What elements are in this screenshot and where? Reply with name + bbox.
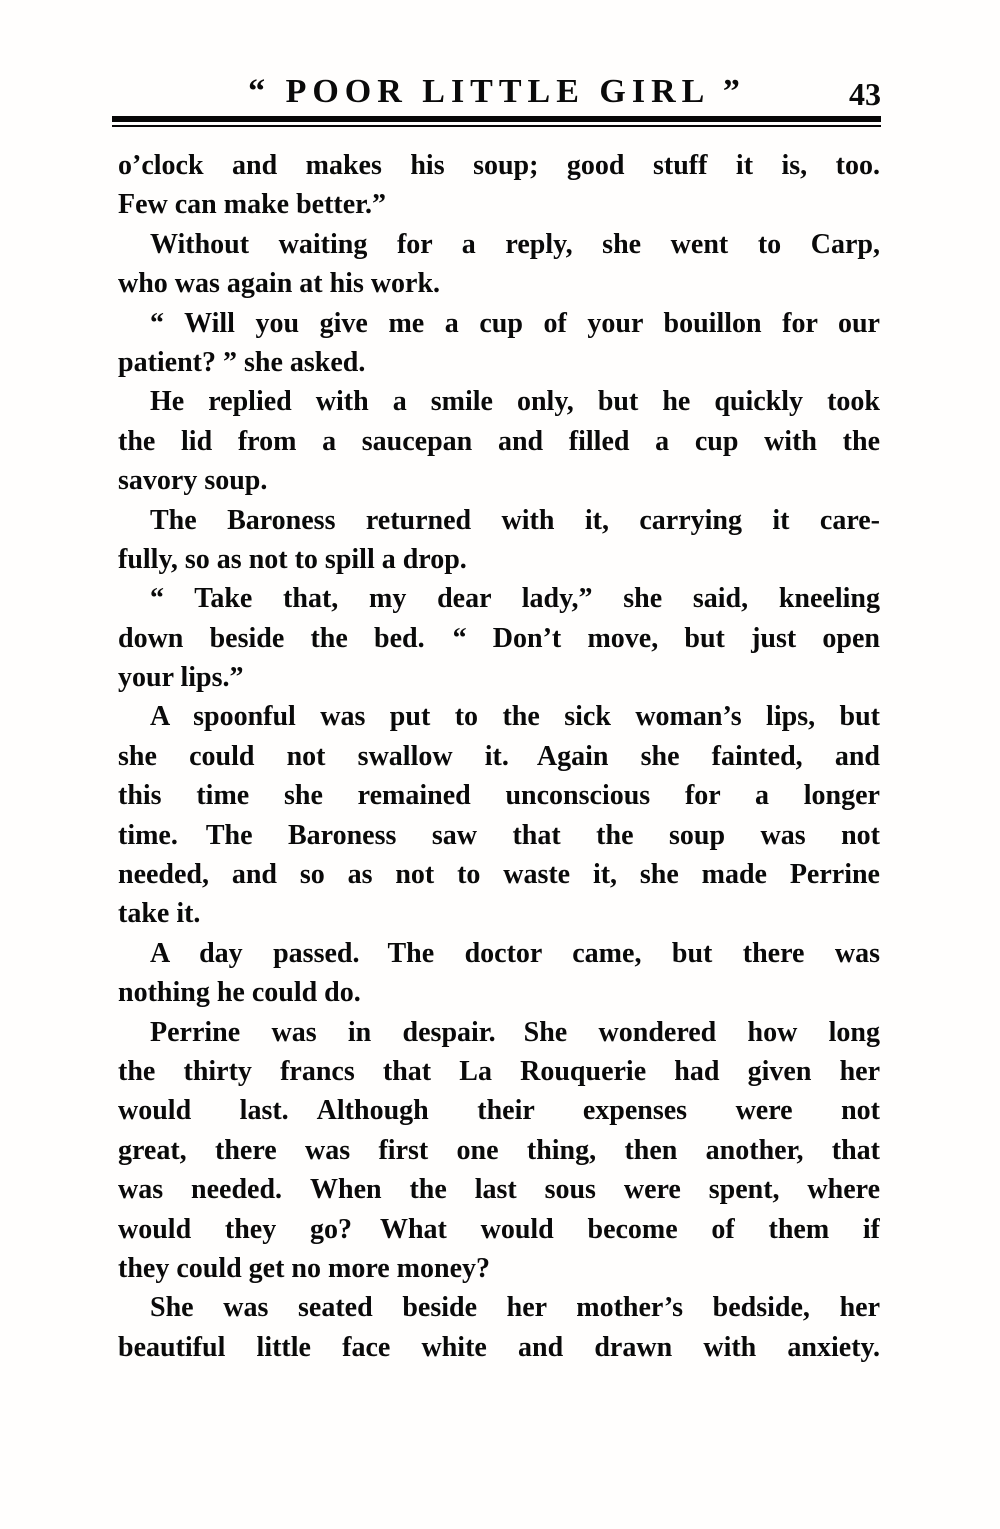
- text-line: The Baroness returned with it, carrying it care-: [150, 504, 880, 536]
- text-line: fully, so as not to spill a drop.: [118, 543, 467, 575]
- divider-thick-line: [112, 116, 881, 122]
- text-line: take it.: [118, 898, 201, 930]
- header-divider: [112, 116, 881, 127]
- text-line: A day passed. The doctor came, but there was: [150, 937, 880, 969]
- text-line: down beside the bed. “ Don’t move, but just open: [118, 622, 880, 654]
- text-line: savory soup.: [118, 465, 268, 497]
- text-line: was needed. When the last sous were spent, where: [118, 1174, 880, 1206]
- running-title: “ POOR LITTLE GIRL ”: [248, 73, 746, 110]
- text-line: great, there was first one thing, then another, that: [118, 1134, 880, 1166]
- text-line: the lid from a saucepan and filled a cup with the: [118, 425, 880, 457]
- text-line: He replied with a smile only, but he quickly took: [150, 386, 880, 418]
- text-line: your lips.”: [118, 662, 244, 694]
- text-line: the thirty francs that La Rouquerie had given her: [118, 1055, 880, 1087]
- divider-thin-line: [112, 125, 881, 127]
- text-line: she could not swallow it. Again she fainted, and: [118, 740, 880, 772]
- text-line: time. The Baroness saw that the soup was not: [118, 819, 880, 851]
- page-header: [113, 72, 881, 112]
- text-line: would last. Although their expenses were not: [118, 1095, 880, 1127]
- text-line: nothing he could do.: [118, 977, 361, 1009]
- text-line: needed, and so as not to waste it, she made Perrine: [118, 859, 880, 891]
- text-line: Perrine was in despair. She wondered how long: [150, 1016, 880, 1048]
- text-line: patient? ” she asked.: [118, 346, 366, 378]
- text-line: Few can make better.”: [118, 189, 387, 221]
- text-line: beautiful little face white and drawn with anxiety.: [118, 1331, 880, 1363]
- text-line: Without waiting for a reply, she went to Carp,: [150, 228, 880, 260]
- text-line: “ Take that, my dear lady,” she said, kneeling: [150, 583, 880, 615]
- page-number: 43: [849, 76, 881, 112]
- text-line: A spoonful was put to the sick woman’s lips, but: [150, 701, 880, 733]
- text-line: “ Will you give me a cup of your bouillon for our: [150, 307, 880, 339]
- text-line: would they go? What would become of them if: [118, 1213, 880, 1245]
- text-line: o’clock and makes his soup; good stuff it is, too.: [118, 150, 880, 181]
- text-line: this time she remained unconscious for a longer: [118, 780, 880, 812]
- text-line: they could get no more money?: [118, 1252, 490, 1284]
- page-body-text: [118, 146, 880, 1367]
- text-line: She was seated beside her mother’s bedside, her: [150, 1292, 880, 1324]
- text-line: who was again at his work.: [118, 268, 441, 300]
